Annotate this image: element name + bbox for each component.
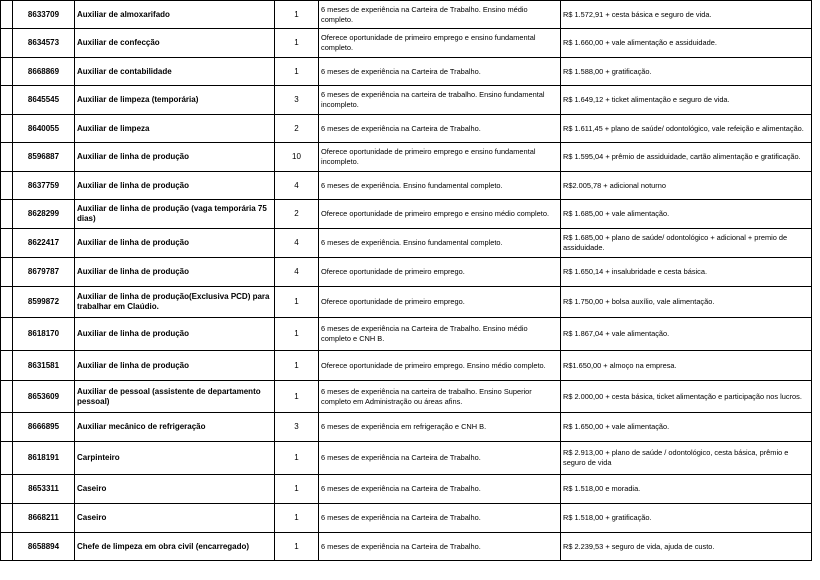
vacancies-cell: 1 bbox=[275, 287, 319, 318]
table-row bbox=[1, 172, 812, 200]
job-code-cell: 8666895 bbox=[13, 413, 75, 442]
job-code-cell: 8618191 bbox=[13, 442, 75, 475]
requirements-cell: Oferece oportunidade de primeiro emprego e ensino fundamental completo. bbox=[319, 29, 561, 58]
salary-benefits-cell: R$ 1.685,00 + plano de saúde/ odontológico + adicional + premio de assiduidade. bbox=[561, 229, 812, 258]
job-code-cell: 8679787 bbox=[13, 258, 75, 287]
table-row bbox=[1, 229, 812, 258]
vacancies-cell: 1 bbox=[275, 29, 319, 58]
requirements-cell: 6 meses de experiência. Ensino fundamental completo. bbox=[319, 229, 561, 258]
table-row bbox=[1, 504, 812, 533]
requirements-cell: 6 meses de experiência na carteira de trabalho. Ensino Superior completo em Administração ou áreas afins. bbox=[319, 381, 561, 413]
salary-benefits-cell: R$ 1.595,04 + prêmio de assiduidade, cartão alimentação e gratificação. bbox=[561, 143, 812, 172]
job-code-cell: 8622417 bbox=[13, 229, 75, 258]
job-title-cell: Auxiliar de limpeza (temporária) bbox=[75, 86, 275, 115]
vacancies-cell: 4 bbox=[275, 229, 319, 258]
requirements-cell: Oferece oportunidade de primeiro emprego e ensino fundamental incompleto. bbox=[319, 143, 561, 172]
job-code-cell: 8596887 bbox=[13, 143, 75, 172]
table-row bbox=[1, 287, 812, 318]
requirements-cell: Oferece oportunidade de primeiro emprego. bbox=[319, 258, 561, 287]
job-title-cell: Auxiliar de linha de produção bbox=[75, 143, 275, 172]
requirements-cell: 6 meses de experiência em refrigeração e CNH B. bbox=[319, 413, 561, 442]
job-code-cell: 8668211 bbox=[13, 504, 75, 533]
vacancies-cell: 3 bbox=[275, 86, 319, 115]
requirements-cell: 6 meses de experiência na Carteira de Trabalho. Ensino médio completo. bbox=[319, 1, 561, 29]
vacancies-cell: 3 bbox=[275, 413, 319, 442]
vacancies-cell: 2 bbox=[275, 200, 319, 229]
salary-benefits-cell: R$ 1.660,00 + vale alimentação e assiduidade. bbox=[561, 29, 812, 58]
row-margin-cell bbox=[1, 351, 13, 381]
vacancies-cell: 1 bbox=[275, 351, 319, 381]
row-margin-cell bbox=[1, 504, 13, 533]
row-margin-cell bbox=[1, 287, 13, 318]
job-code-cell: 8653311 bbox=[13, 475, 75, 504]
job-title-cell: Auxiliar de linha de produção bbox=[75, 172, 275, 200]
table-row bbox=[1, 533, 812, 561]
job-title-cell: Auxiliar de contabilidade bbox=[75, 58, 275, 86]
requirements-cell: Oferece oportunidade de primeiro emprego e ensino médio completo. bbox=[319, 200, 561, 229]
requirements-cell: 6 meses de experiência na Carteira de Trabalho. bbox=[319, 533, 561, 561]
requirements-cell: 6 meses de experiência na carteira de trabalho. Ensino fundamental incompleto. bbox=[319, 86, 561, 115]
row-margin-cell bbox=[1, 229, 13, 258]
vacancies-cell: 1 bbox=[275, 533, 319, 561]
job-code-cell: 8645545 bbox=[13, 86, 75, 115]
job-code-cell: 8633709 bbox=[13, 1, 75, 29]
row-margin-cell bbox=[1, 58, 13, 86]
vacancies-cell: 1 bbox=[275, 381, 319, 413]
salary-benefits-cell: R$ 1.650,14 + insalubridade e cesta básica. bbox=[561, 258, 812, 287]
row-margin-cell bbox=[1, 533, 13, 561]
table-row bbox=[1, 29, 812, 58]
job-code-cell: 8631581 bbox=[13, 351, 75, 381]
vacancies-cell: 1 bbox=[275, 1, 319, 29]
job-rows bbox=[1, 1, 812, 561]
table-row bbox=[1, 115, 812, 143]
job-code-cell: 8653609 bbox=[13, 381, 75, 413]
job-code-cell: 8640055 bbox=[13, 115, 75, 143]
salary-benefits-cell: R$ 1.685,00 + vale alimentação. bbox=[561, 200, 812, 229]
requirements-cell: 6 meses de experiência na Carteira de Trabalho. bbox=[319, 475, 561, 504]
vacancies-cell: 4 bbox=[275, 172, 319, 200]
table-row bbox=[1, 351, 812, 381]
table-row bbox=[1, 143, 812, 172]
salary-benefits-cell: R$2.005,78 + adicional noturno bbox=[561, 172, 812, 200]
row-margin-cell bbox=[1, 475, 13, 504]
salary-benefits-cell: R$ 1.750,00 + bolsa auxílio, vale alimentação. bbox=[561, 287, 812, 318]
job-title-cell: Auxiliar de linha de produção bbox=[75, 229, 275, 258]
job-title-cell: Auxiliar de pessoal (assistente de departamento pessoal) bbox=[75, 381, 275, 413]
job-title-cell: Auxiliar de limpeza bbox=[75, 115, 275, 143]
salary-benefits-cell: R$ 1.611,45 + plano de saúde/ odontológico, vale refeição e alimentação. bbox=[561, 115, 812, 143]
vacancies-cell: 1 bbox=[275, 504, 319, 533]
vacancies-cell: 2 bbox=[275, 115, 319, 143]
table-row bbox=[1, 258, 812, 287]
table-row bbox=[1, 318, 812, 351]
row-margin-cell bbox=[1, 318, 13, 351]
row-margin-cell bbox=[1, 1, 13, 29]
requirements-cell: 6 meses de experiência na Carteira de Trabalho. bbox=[319, 442, 561, 475]
row-margin-cell bbox=[1, 29, 13, 58]
job-title-cell: Caseiro bbox=[75, 475, 275, 504]
table-row bbox=[1, 381, 812, 413]
vacancies-cell: 1 bbox=[275, 475, 319, 504]
row-margin-cell bbox=[1, 143, 13, 172]
job-code-cell: 8599872 bbox=[13, 287, 75, 318]
job-title-cell: Chefe de limpeza em obra civil (encarregado) bbox=[75, 533, 275, 561]
job-title-cell: Auxiliar de linha de produção(Exclusiva PCD) para trabalhar em Claúdio. bbox=[75, 287, 275, 318]
job-title-cell: Auxiliar de confecção bbox=[75, 29, 275, 58]
table-row bbox=[1, 58, 812, 86]
vacancies-cell: 1 bbox=[275, 442, 319, 475]
job-code-cell: 8637759 bbox=[13, 172, 75, 200]
table-row bbox=[1, 413, 812, 442]
table-row bbox=[1, 200, 812, 229]
salary-benefits-cell: R$ 1.588,00 + gratificação. bbox=[561, 58, 812, 86]
requirements-cell: 6 meses de experiência na Carteira de Trabalho. bbox=[319, 504, 561, 533]
table-row bbox=[1, 86, 812, 115]
table-row bbox=[1, 1, 812, 29]
salary-benefits-cell: R$ 1.518,00 + gratificação. bbox=[561, 504, 812, 533]
row-margin-cell bbox=[1, 115, 13, 143]
job-code-cell: 8618170 bbox=[13, 318, 75, 351]
vacancies-cell: 1 bbox=[275, 318, 319, 351]
salary-benefits-cell: R$ 1.572,91 + cesta básica e seguro de vida. bbox=[561, 1, 812, 29]
requirements-cell: 6 meses de experiência na Carteira de Trabalho. bbox=[319, 115, 561, 143]
requirements-cell: Oferece oportunidade de primeiro emprego. bbox=[319, 287, 561, 318]
row-margin-cell bbox=[1, 172, 13, 200]
row-margin-cell bbox=[1, 442, 13, 475]
salary-benefits-cell: R$ 1.518,00 e moradia. bbox=[561, 475, 812, 504]
job-title-cell: Carpinteiro bbox=[75, 442, 275, 475]
requirements-cell: Oferece oportunidade de primeiro emprego. Ensino médio completo. bbox=[319, 351, 561, 381]
job-code-cell: 8628299 bbox=[13, 200, 75, 229]
requirements-cell: 6 meses de experiência na Carteira de Trabalho. Ensino médio completo e CNH B. bbox=[319, 318, 561, 351]
row-margin-cell bbox=[1, 413, 13, 442]
row-margin-cell bbox=[1, 200, 13, 229]
job-title-cell: Auxiliar de linha de produção (vaga temporária 75 dias) bbox=[75, 200, 275, 229]
job-title-cell: Auxiliar de almoxarifado bbox=[75, 1, 275, 29]
job-title-cell: Auxiliar de linha de produção bbox=[75, 318, 275, 351]
vacancies-cell: 4 bbox=[275, 258, 319, 287]
table-row bbox=[1, 442, 812, 475]
row-margin-cell bbox=[1, 258, 13, 287]
salary-benefits-cell: R$ 1.649,12 + ticket alimentação e seguro de vida. bbox=[561, 86, 812, 115]
salary-benefits-cell: R$ 2.913,00 + plano de saúde / odontológico, cesta básica, prêmio e seguro de vida bbox=[561, 442, 812, 475]
vacancies-cell: 10 bbox=[275, 143, 319, 172]
salary-benefits-cell: R$ 1.867,04 + vale alimentação. bbox=[561, 318, 812, 351]
job-code-cell: 8668869 bbox=[13, 58, 75, 86]
salary-benefits-cell: R$ 2.000,00 + cesta básica, ticket alimentação e participação nos lucros. bbox=[561, 381, 812, 413]
vacancies-cell: 1 bbox=[275, 58, 319, 86]
job-title-cell: Caseiro bbox=[75, 504, 275, 533]
requirements-cell: 6 meses de experiência na Carteira de Trabalho. bbox=[319, 58, 561, 86]
job-code-cell: 8658894 bbox=[13, 533, 75, 561]
job-code-cell: 8634573 bbox=[13, 29, 75, 58]
requirements-cell: 6 meses de experiência. Ensino fundamental completo. bbox=[319, 172, 561, 200]
row-margin-cell bbox=[1, 381, 13, 413]
job-title-cell: Auxiliar mecânico de refrigeração bbox=[75, 413, 275, 442]
job-title-cell: Auxiliar de linha de produção bbox=[75, 258, 275, 287]
table-row bbox=[1, 475, 812, 504]
job-title-cell: Auxiliar de linha de produção bbox=[75, 351, 275, 381]
salary-benefits-cell: R$1.650,00 + almoço na empresa. bbox=[561, 351, 812, 381]
salary-benefits-cell: R$ 1.650,00 + vale alimentação. bbox=[561, 413, 812, 442]
salary-benefits-cell: R$ 2.239,53 + seguro de vida, ajuda de custo. bbox=[561, 533, 812, 561]
row-margin-cell bbox=[1, 86, 13, 115]
